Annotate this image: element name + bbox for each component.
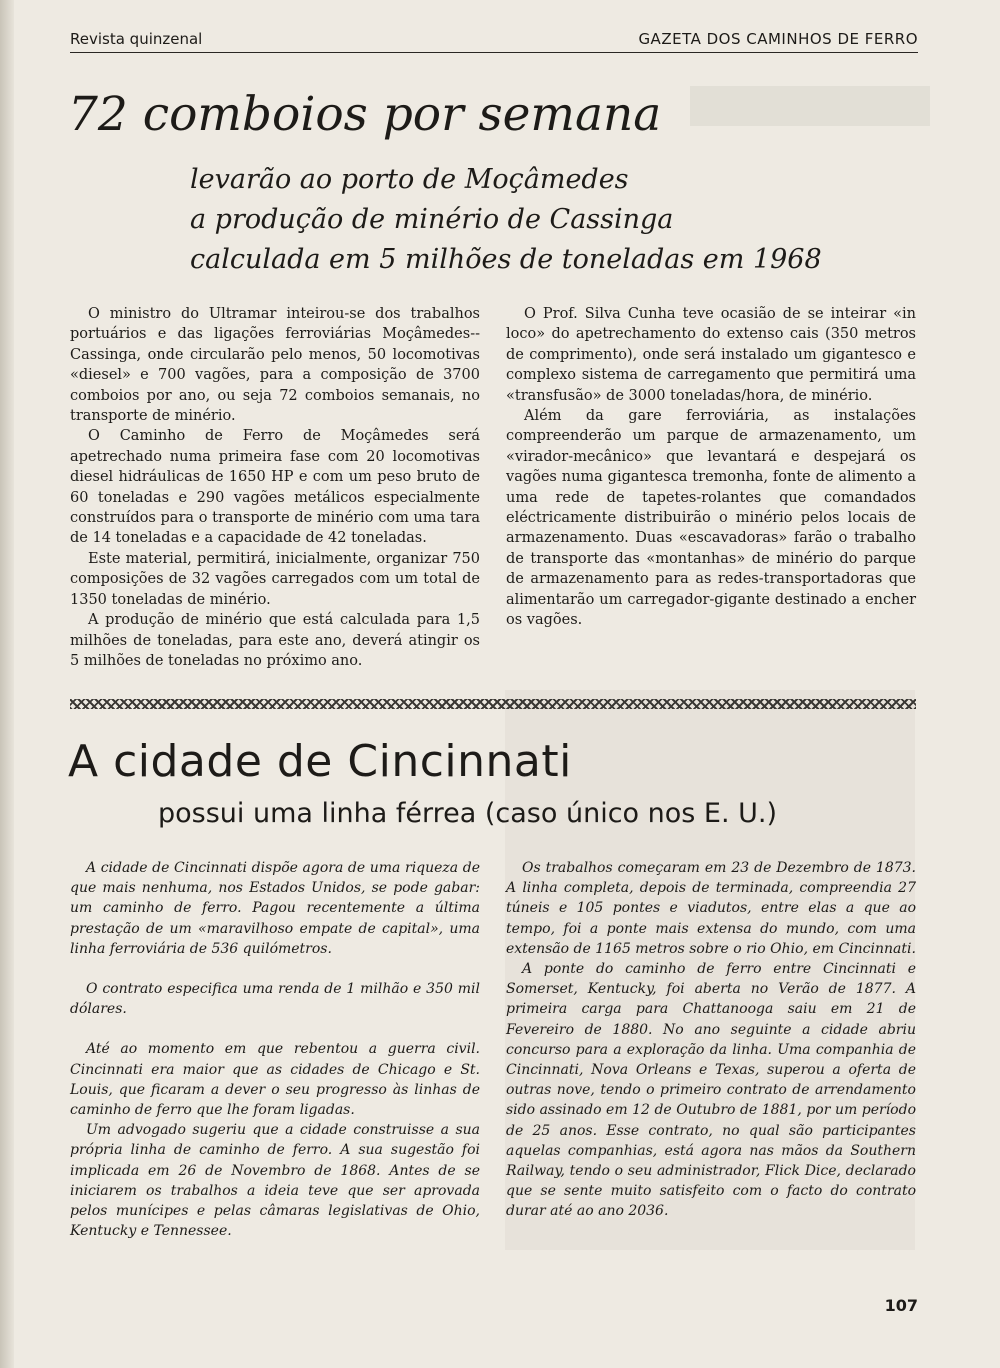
- article1-left-column: [70, 304, 480, 671]
- page-number: 107: [884, 1296, 918, 1315]
- article2-paragraph: Os trabalhos começaram em 23 de Dezembro de 1873. A linha completa, depois de terminada, compreendia 27 túneis e 105 pontes e viadutos, entre elas a que ao tempo, foi a ponte mais extensa do mundo, com uma extensão de 1165 metros sobre o rio Ohio, em Cincinnati.: [506, 860, 916, 957]
- article1-right-column: [506, 304, 916, 631]
- section-divider: [70, 699, 916, 709]
- article1-paragraph: A produção de minério que está calculada para 1,5 milhões de toneladas, para este ano, deverá atingir os 5 milhões de toneladas no próximo ano.: [70, 612, 480, 669]
- page-edge: [0, 0, 14, 1368]
- article1-subtitle: [190, 160, 930, 280]
- running-head-right: GAZETA DOS CAMINHOS DE FERRO: [638, 30, 918, 48]
- article2-paragraph: A cidade de Cincinnati dispõe agora de uma riqueza de que mais nenhuma, nos Estados Unidos, se pode gabar: um caminho de ferro. Pagou recentemente a última prestação de um «maravilhoso empate de capital», uma linha ferroviária de 536 quilómetros.: [70, 860, 480, 957]
- article2-paragraph: Até ao momento em que rebentou a guerra civil. Cincinnati era maior que as cidades de Chicago e St. Louis, que ficaram a dever o seu progresso às linhas de caminho de ferro que lhe foram ligadas.: [70, 1041, 480, 1119]
- article2-paragraph: A ponte do caminho de ferro entre Cincinnati e Somerset, Kentucky, foi aberta no Verão de 1877. A primeira carga para Chattanooga saiu em 21 de Fevereiro de 1880. No ano seguinte a cidade abriu concurso para a exploração da linha. Uma companhia de Cincinnati, Nova Orleans e Texas, superou a oferta de outras nove, tendo o primeiro contrato de arrendamento sido assinado em 12 de Outubro de 1881, por um período de 25 anos. Esse contrato, no qual são participantes aquelas companhias, está agora nas mãos da Southern Railway, tendo o seu administrador, Flick Dice, declarado que se sente muito satisfeito com o facto do contrato durar até ao ano 2036.: [506, 961, 916, 1220]
- article2-right-column: [506, 858, 916, 1222]
- article1-subtitle-line: calculada em 5 milhões de toneladas em 1968: [190, 244, 822, 275]
- article2-title: A cidade de Cincinnati: [68, 736, 572, 787]
- article1-title: 72 comboios por semana: [68, 87, 662, 142]
- article2-left-column: [70, 858, 480, 1241]
- article2-paragraph: O contrato especifica uma renda de 1 milhão e 350 mil dólares.: [70, 981, 480, 1018]
- running-head: [70, 24, 918, 53]
- article1-subtitle-line: levarão ao porto de Moçâmedes: [190, 164, 629, 195]
- article1-paragraph: O ministro do Ultramar inteirou-se dos trabalhos portuários e das ligações ferroviárias Moçâmedes--Cassinga, onde circularão pelo menos, 50 locomotivas «diesel» e 700 vagões, para a composição de 3700 comboios por ano, ou seja 72 comboios semanais, no transporte de minério.: [70, 306, 480, 425]
- article1-paragraph: O Caminho de Ferro de Moçâmedes será apetrechado numa primeira fase com 20 locomotivas diesel hidráulicas de 1650 HP e com um peso bruto de 60 toneladas e 290 vagões metálicos especialmente construídos para o transporte de minério com uma tara de 14 toneladas e a capacidade de 42 toneladas.: [70, 428, 480, 547]
- article2-subtitle: possui uma linha férrea (caso único nos E. U.): [158, 798, 778, 829]
- article1-paragraph: Além da gare ferroviária, as instalações compreenderão um parque de armazenamento, um «virador-mecânico» que levantará e despejará os vagões numa gigantesca tremonha, fonte de alimento a uma rede de tapetes-rolantes que comandados eléctricamente distribuirão o minério pelos locais de armazenamento. Duas «escavadoras» farão o trabalho de transporte das «montanhas» de minério do parque de armazenamento para as redes-transportadoras que alimentarão um carregador-gigante destinado a encher os vagões.: [506, 408, 916, 629]
- article1-paragraph: O Prof. Silva Cunha teve ocasião de se inteirar «in loco» do apetrechamento do extenso cais (350 metros de comprimento), onde será instalado um gigantesco e complexo sistema de carregamento que permitirá uma «transfusão» de 3000 toneladas/hora, de minério.: [506, 306, 916, 404]
- article1-subtitle-line: a produção de minério de Cassinga: [190, 204, 674, 235]
- article2-paragraph: Um advogado sugeriu que a cidade construisse a sua própria linha de caminho de ferro. A sua sugestão foi implicada em 26 de Novembro de 1868. Antes de se iniciarem os trabalhos a ideia teve que ser aprovada pelos munícipes e pelas câmaras legislativas de Ohio, Kentucky e Tennessee.: [70, 1122, 480, 1240]
- article1-paragraph: Este material, permitirá, inicialmente, organizar 750 composições de 32 vagões carregados com um total de 1350 toneladas de minério.: [70, 550, 480, 608]
- running-head-left: Revista quinzenal: [70, 30, 203, 48]
